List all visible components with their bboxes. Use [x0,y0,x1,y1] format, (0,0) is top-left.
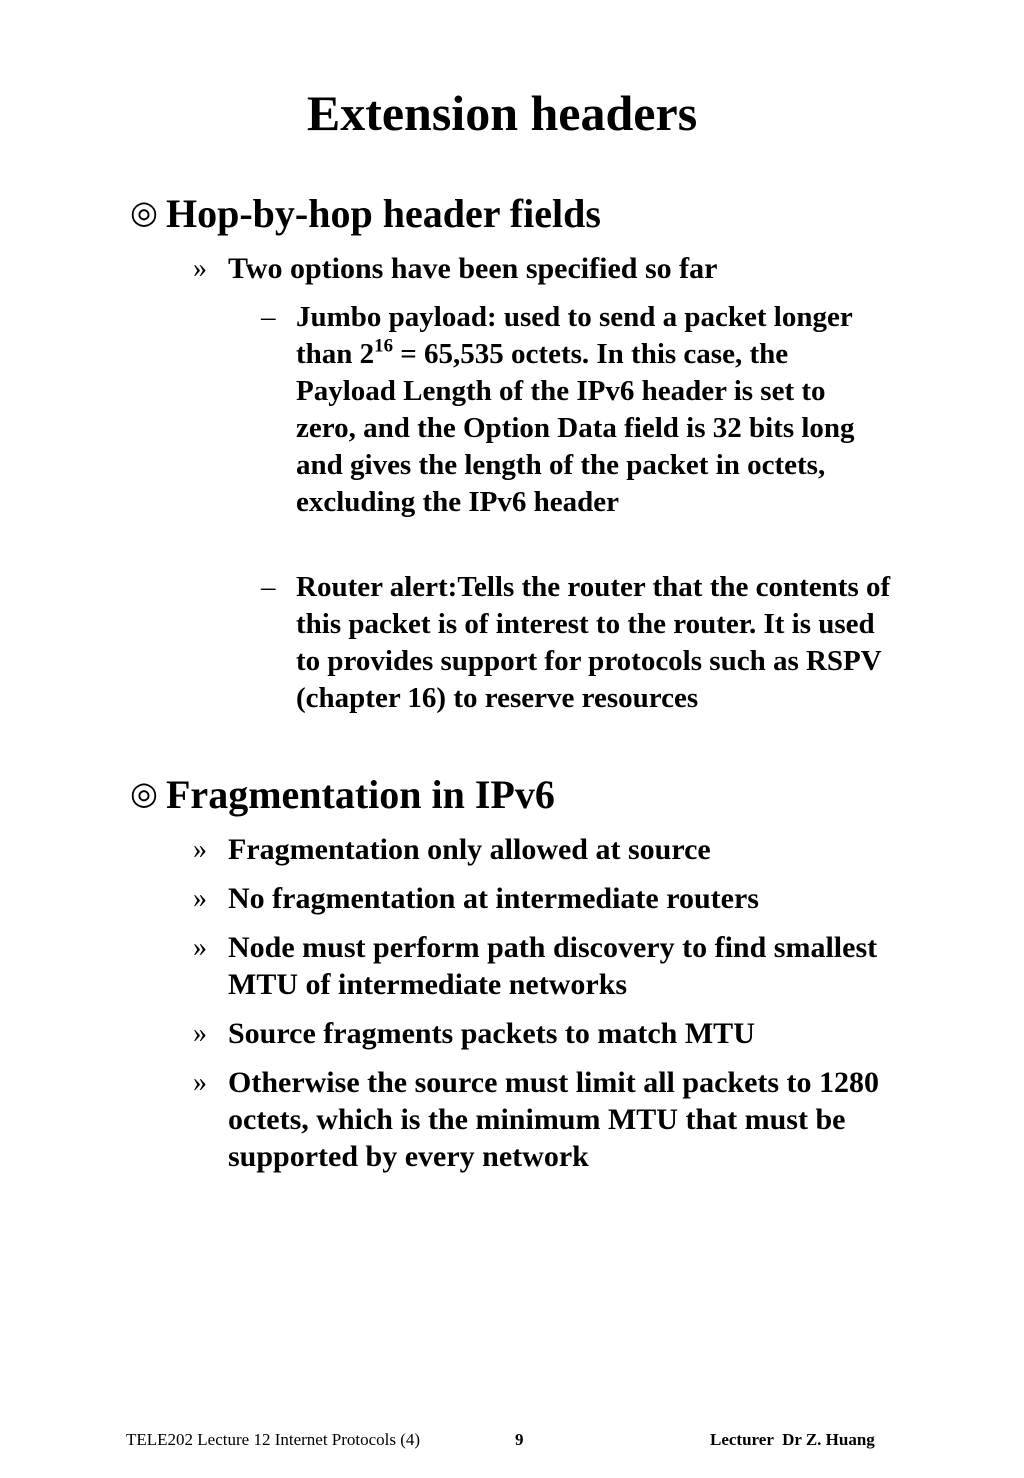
list-item [193,1015,913,1052]
list-item-text: Otherwise the source must limit all packets to 1280 octets, which is the minimum MTU that must be supported by every network [228,1066,880,1173]
section-heading-text: Hop-by-hop header fields [166,191,601,236]
list-item-text: Two options have been specified so far [228,252,718,285]
footer-course: TELE202 Lecture 12 Internet Protocols (4) [126,1430,421,1449]
chevron-bullet-icon: » [193,834,207,865]
page-title: Extension headers [306,85,698,141]
jumbo-text-after: = 65,535 octets. In this case, the Payload Length of the IPv6 header is set to zero, and the Option Data field is 32 bits long and gives the length of the packet in octets, excluding the IPv6 header [296,338,855,518]
target-bullet-icon: ◎ [130,194,158,230]
list-item-text: Fragmentation only allowed at source [228,833,711,866]
jumbo-text-before: Jumbo payload: used to send a packet longer than 2 [296,301,853,370]
list-item [193,1064,913,1175]
sub-list-item-text: Router alert:Tells the router that the contents of this packet is of interest to the router. It is used to provides support for protocols such as RSPV (chapter 16) to reserve resources [296,571,891,714]
chevron-bullet-icon: » [193,1067,207,1098]
list-item-text: No fragmentation at intermediate routers [228,882,759,915]
chevron-bullet-icon: » [193,253,207,284]
list-item [193,929,913,1003]
chevron-bullet-icon: » [193,883,207,914]
chevron-bullet-icon: » [193,932,207,963]
section-heading-hop-by-hop [130,192,601,236]
dash-bullet-icon: – [261,571,276,603]
sub-list-item-text [296,299,891,521]
footer-lecturer: Lecturer Dr Z. Huang [710,1430,875,1449]
list-item [193,831,913,868]
footer-page-number: 9 [515,1430,524,1449]
superscript-exponent: 16 [374,335,394,357]
list-item-text: Source fragments packets to match MTU [228,1017,755,1050]
dash-bullet-icon: – [261,301,276,333]
section-heading-text: Fragmentation in IPv6 [166,772,555,817]
list-item-text: Node must perform path discovery to find smallest MTU of intermediate networks [228,931,878,1001]
sub-list-item-router-alert [261,569,891,717]
list-item [193,250,913,287]
list-item [193,880,913,917]
sub-list-item-jumbo-payload [261,299,891,521]
chevron-bullet-icon: » [193,1018,207,1049]
section-heading-fragmentation [130,773,555,817]
target-bullet-icon: ◎ [130,775,158,811]
